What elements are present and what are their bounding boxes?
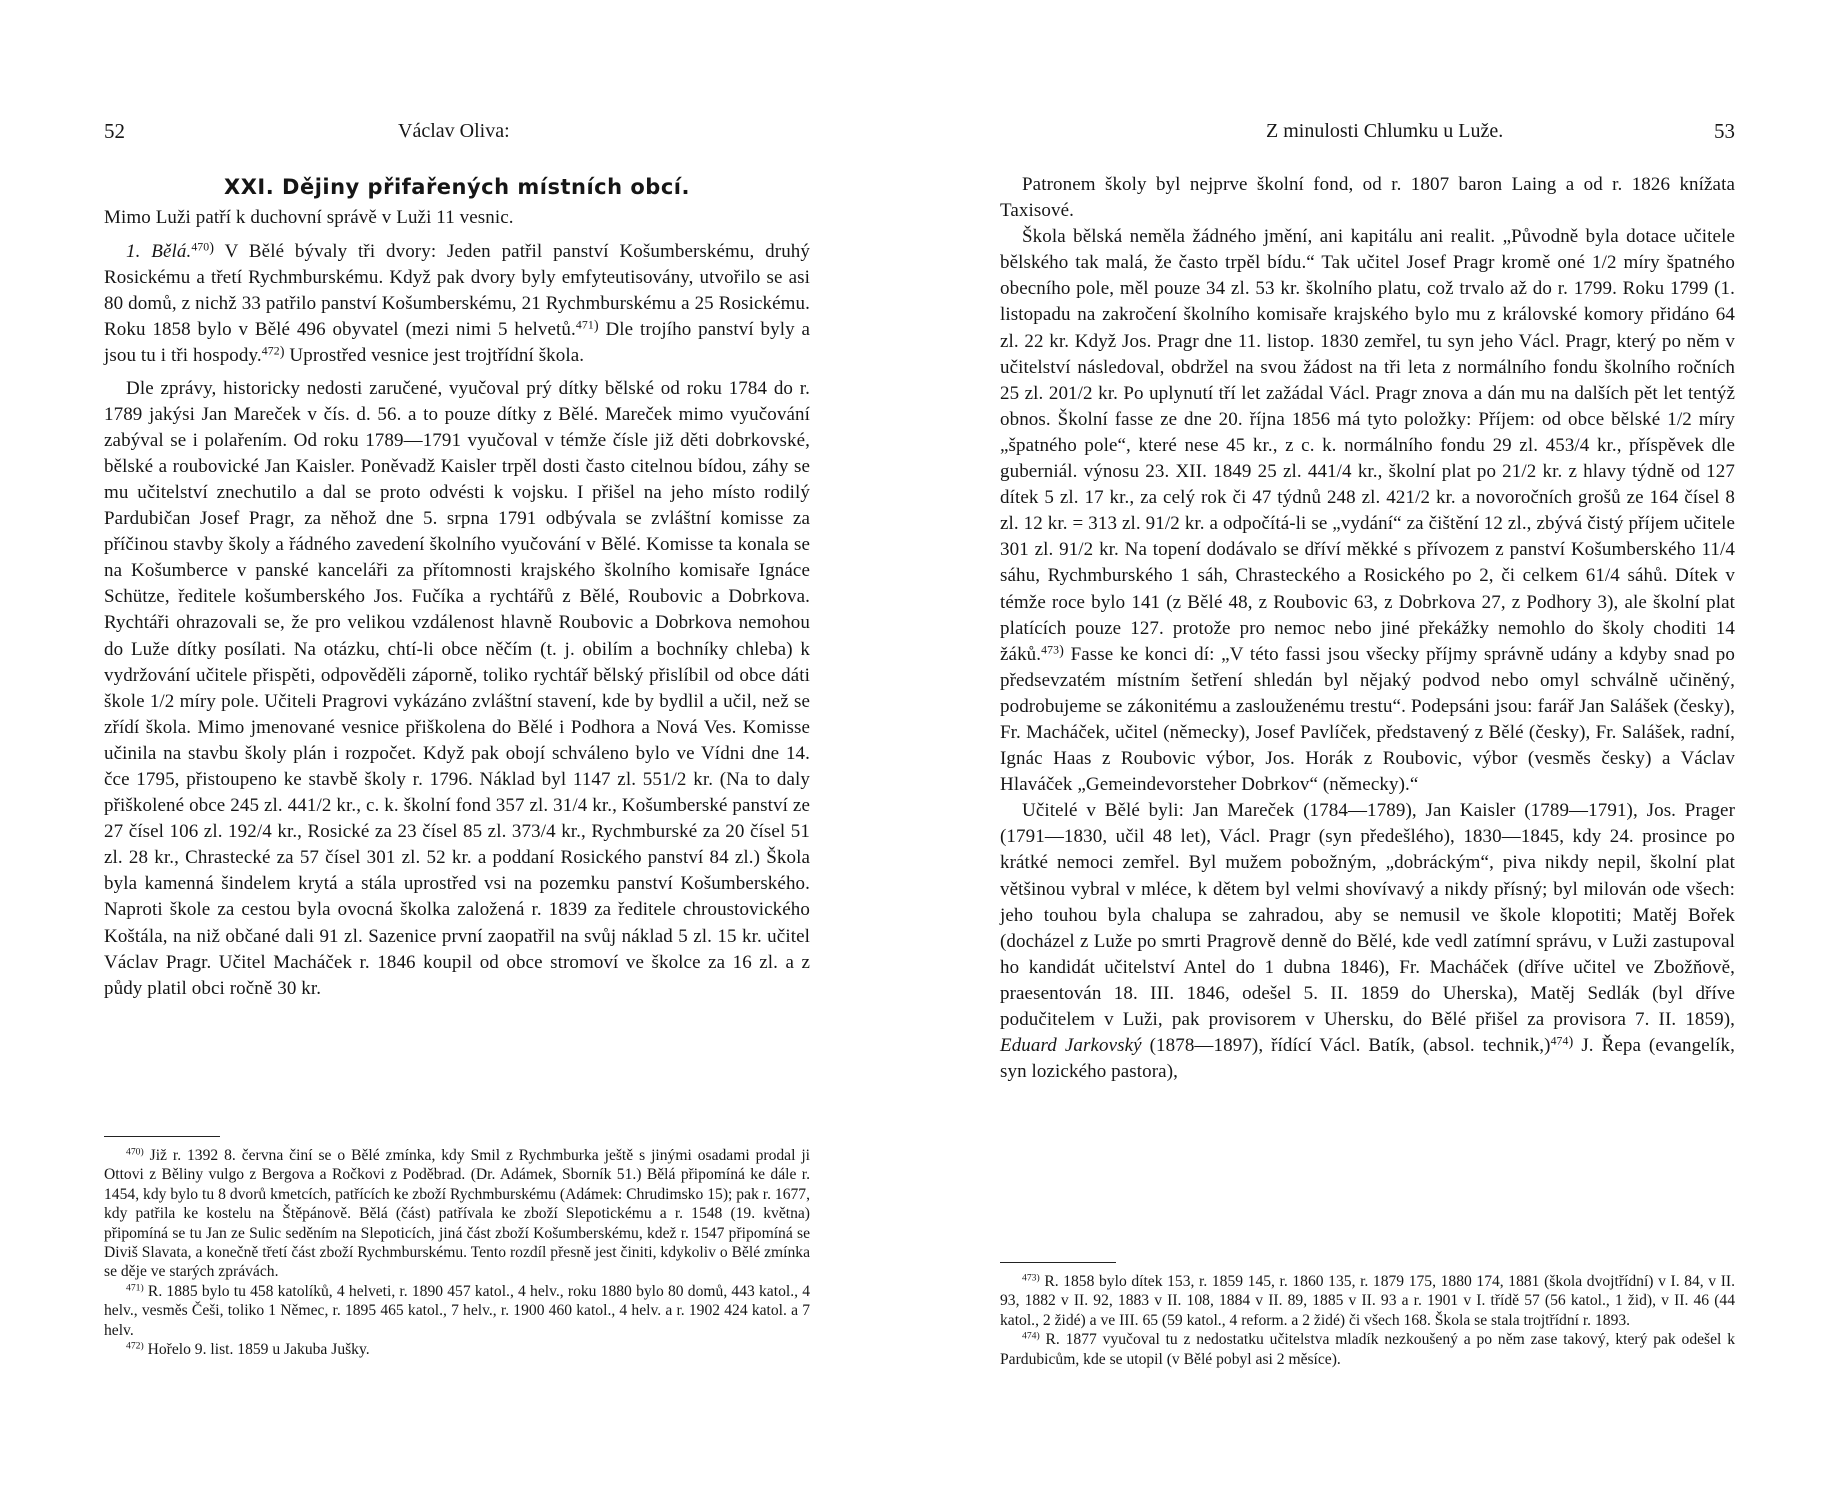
paragraph: Patronem školy byl nejprve školní fond, od r. 1807 baron Laing a od r. 1826 knížata Taxisové. (1000, 174, 1735, 222)
fraction: 1/2 (1591, 252, 1617, 274)
footnote-rule (104, 1136, 220, 1137)
footnote-ref: 471 (575, 318, 594, 332)
paragraph: Učitelé v Bělé byli: Jan Mareček (1784—1789), Jan Kaisler (1789—1791), Jos. Prager (1791—1830, učil 48 let), Václ. Pragr (syn předešlého), 1830—1845, kdy 24. prosince po krátké nemoci zemřel. Byl mužem pobožným, „dobráckým“, piva nikdy nepil, školní plat většinou vybral v mléce, k dětem byl velmi shovívavý a nikdy přísný; byl milován ode všech: jeho touhou byla chalupa se zahradou, aby se nemusil ve škole klopotiti; Matěj Bořek (docházel z Luže po smrti Pragrově denně do Bělé, kde vedl zatímní správu, v Luži zastupoval ho kandidát učitelství Antel do 1 dubna 1846), Fr. Macháček (dříve učitel ve Zbožňově, praesentován 18. III. 1846, odešel 5. II. 1859 do Uherska), Matěj Sedlák (byl dříve podučitelem v Luži, pak provisorem v Uhersku, do Bělé přišel za provisora 7. II. 1859), Eduard Jarkovský (1878—1897), řídící Václ. Batík, (absol. technik,)$^{474)}$ J. Řepa (evangelík, syn lozického pastora), (1000, 800, 1735, 1083)
footnotes (104, 1146, 810, 1359)
footnote: $^{471)}$ R. 1885 bylo tu 458 katolíků, 4 helveti, r. 1890 457 katol., 4 helv., roku 1880 bylo 80 domů, 443 katol., 4 helv., vesměs Češi, toliko 1 Němec, r. 1895 465 katol., 7 helv., r. 1900 460 katol., 4 helv. a r. 1902 424 katol. a 7 helv. (104, 1282, 810, 1339)
footnote-ref: 472 (261, 345, 280, 358)
footnote-rule (1000, 1262, 1116, 1263)
running-header (104, 116, 810, 146)
page-body (104, 172, 810, 1002)
fraction: 1/4 (1327, 461, 1352, 483)
footnote-ref: 473 (1041, 643, 1060, 657)
fraction: 3/4 (1564, 434, 1590, 456)
fraction: 1/4 (562, 795, 588, 817)
intro-line: Mimo Luži patří k duchovní správě v Luži 11 vesnic. (104, 207, 514, 228)
fraction: 1/2 (306, 795, 332, 817)
paragraph: Dle zprávy, historicky nedosti zaručené, vyučoval prý dítky bělské od roku 1784 do r. 1789 jakýsi Jan Mareček v čís. d. 56. a to pouze dítky z Bělé. Mareček mimo vyučování zabýval se i polařením. Od roku 1789—1791 vyučoval v témže čísle již děti dobrkovské, bělské a roubovické Jan Kaisler. Poněvadž Kaisler trpěl dosti často citelnou bídou, záhy se mu učitelství znechutilo a dal se proto odvésti k vojsku. I přišel na jeho místo rodilý Pardubičan Josef Pragr, za něhož dne 5. srpna 1791 odbývala se zvláštní komisse za příčinou stavby školy a řádného zavedení školního vyučování v Bělé. Komisse ta konala se na Košumberce v panské kanceláři za přítomnosti krajského školního komisaře Ignáce Schütze, ředitele košumberského Jos. Fučíka a rychtářů z Bělé, Roubovic a Dobrkova. Rychtáři ohrazovali se, že pro velikou vzdálenost hlavně Roubovic a Dobrkova nemohou do Luže dítky posílati. Na otázku, chtí-li obce něčím (t. j. obilím a bochníky chleba) k vydržování učitele přispěti, odpověděli záporně, toliko rychtář bělský přislíbil od obce dáti škole 1/2 míry pole. Učiteli Pragrovi vykázáno zvláštní stavení, kde by bydlil a učil, než se zřídí škola. Mimo jmenované vesnice přiškolena do Bělé i Podhora a Nová Ves. Komisse učinila na stavbu školy plán i rozpočet. Když pak obojí schváleno bylo ve Vídni dne 14. čce 1795, přistoupeno ke stavbě školy r. 1796. Náklad byl 1147 zl. 551/2 kr. (Na to daly přiškolené obce 245 zl. 441/2 kr., c. k. školní fond 357 zl. 31/4 kr., Košumberské panství ze 27 čísel 106 zl. 192/4 kr., Rosické za 23 čísel 85 zl. 373/4 kr., Rychmburské za 20 čísel 51 zl. 28 kr., Chrastecké za 57 čísel 301 zl. 52 kr. a poddaní Rosického panství 84 zl.) Škola byla kamenná šindelem krytá a stála uprostřed vsi na pozemku panství Košumberského. Naproti škole za cestou byla ovocná školka založená r. 1839 za ředitele chroustovického Koštála, na niž občané dali 91 zl. Sazenice první zaopatřil na svůj náklad 5 zl. 15 kr. učitel Václav Pragr. Učitel Macháček r. 1846 koupil od obce stromoví ve školce za 16 zl. a z půdy platil obci ročně 30 kr. (104, 377, 810, 999)
fraction: 1/2 (1068, 382, 1093, 404)
footnote-ref: 474 (1550, 1034, 1569, 1048)
footnote: $^{472)}$ Hořelo 9. list. 1859 u Jakuba Jušky. (126, 1340, 370, 1359)
page-body (1000, 172, 1735, 1085)
page-number: 53 (1714, 119, 1735, 143)
fraction: 1/2 (1511, 461, 1537, 483)
paragraph: Škola bělská neměla žádného jmění, ani kapitálu ani realit. „Původně byla dotace učitele bělského tak malá, že často trpěl bídu.“ Tak učitel Josef Pragr kromě oné 1/2 míry špatného obecního pole, měl pouze 34 zl. 53 kr. školního platu, což trvalo až do r. 1799. Roku 1799 (1. listopadu na zakročení školního komisaře krajského bylo mu z královské komory přidáno 64 zl. 22 kr. Když Jos. Pragr dne 11. listop. 1830 zemřel, tu syn jeho Václ. Pragr, který po něm v učitelství následoval, obdržel na svou žádost na tři leta z normálního fondu školního ročních 25 zl. 201/2 kr. Po uplynutí tří let zažádal Václ. Pragr znova a dán mu na dalších pět let tentýž obnos. Školní fasse ze dne 20. října 1856 má tyto položky: Příjem: od obce bělské 1/2 míry „špatného pole“, které nese 45 kr., z c. k. normálního fondu 29 zl. 453/4 kr., příspěvek dle guberniál. výnosu 23. XII. 1849 25 zl. 441/4 kr., školní plat po 21/2 kr. z hlavy týdně od 127 dítek 5 zl. 17 kr., za celý rok či 47 týdnů 248 zl. 421/2 kr. a novoročních grošů ze 164 čísel 8 zl. 12 kr. = 313 zl. 91/2 kr. a odpočítá-li se „vydání“ za čištění 12 zl., zbývá čistý příjem učitele 301 zl. 91/2 kr. Na topení dodávalo se dříví měkké s přívozem z panství Košumberského 11/4 sáhu, Rychmburského 1 sáh, Chrasteckého a Rosického po 2, či celkem 61/4 sáhů. Dítek v témže roce bylo 141 (z Bělé 48, z Roubovic 63, z Dobrkova 27, z Podhory 3), ale školní plat platících pouze 127. protože pro nemoc nebo jiné překážky nemohlo do školy choditi 14 žáků.$^{473)}$ Fasse ke konci dí: „V této fassi jsou všecky příjmy správně udány a kdyby snad po předsevzatém místním šetření shledán byl nějaký podvod nebo omyl schválně učiněný, podrobujeme se zákonitému a zaslouženému trestu“. Podepsáni jsou: farář Jan Salášek (česky), Fr. Macháček, učitel (německy), Josef Pavlíček, představený z Bělé (česky), Fr. Salášek, radní, Ignác Haas z Roubovic výbor, Jos. Horák z Roubovic, výbor (vesměs česky) a Václav Hlaváček „Gemeindevorsteher Dobrkov“ (německy).“ (1000, 226, 1736, 796)
chapter-title: XXI. Dějiny přifařených místních obcí. (224, 175, 690, 199)
footnote: $^{473)}$ R. 1858 bylo dítek 153, r. 1859 145, r. 1860 135, r. 1879 175, 1880 174, 1881 (škola dvojtřídní) v I. 84, v II. 93, 1882 v II. 92, 1883 v II. 108, 1884 v II. 89, 1885 v II. 93 a r. 1901 v I. třídě 57 (56 katol., 1 žid), v II. 46 (44 katol., 2 židé) a ve III. 65 (59 katol., 4 reform. a 2 židé) či všech 168. Škola se stala trojtřídní r. 1893. (1000, 1272, 1735, 1329)
running-title: Václav Oliva: (398, 120, 510, 142)
footnote: $^{470)}$ Již r. 1392 8. června činí se o Bělé zmínka, kdy Smil z Rychmburka ještě s jinými osadami prodal ji Ottovi z Běliny vulgo z Bergova a Ročkovi z Poděbrad. (Dr. Adámek, Sborník 51.) Bělá připomíná ke dále r. 1454, kdy bylo tu 8 dvorů kmetcích, patřících ke zboží Rychmburskému (Adámek: Chrudimsko 15); pak r. 1677, kdy patřila ke kostelu na Štěpánově. Bělá (část) patřívala ke zboží Slepotickému a r. 1548 (19. května) připomíná se tu Jan ze Sulic seděním na Slepoticích, jiná část zboží Košumberskému, kdež r. 1547 připomíná se Diviš Slavata, a konečně třetí část zboží Rychmburskému. Tento rozdíl přesně jest činiti, kdykoliv o Bělé zmínka se děje ve starých zprávách. (104, 1146, 810, 1281)
right-page (1000, 0, 1735, 1500)
fraction: 1/2 (1155, 513, 1180, 535)
fraction: 1/4 (1710, 539, 1735, 561)
fraction: 1/2 (149, 690, 175, 712)
left-page (104, 0, 810, 1500)
fraction: 3/4 (531, 821, 556, 843)
italic-name: Eduard Jarkovský (1000, 1035, 1142, 1057)
place-name: 1. Bělá. (126, 241, 192, 263)
footnote-ref: 470 (191, 240, 210, 254)
fraction: 1/2 (661, 768, 687, 790)
paragraph: 1. Bělá.$^{470)}$ V Bělé bývaly tři dvory: Jeden patřil panství Košumberskému, druhý Rosickému a třetí Rychmburskému. Když pak dvory byly emfyteutisovány, utvořilo se asi 80 domů, z nichž 33 patřilo panství Košumberskému, 21 Rychmburskému a 25 Rosickému. Roku 1858 bylo v Bělé 496 obyvatel (mezi nimi 5 helvetů.$^{471)}$ Dle trojího panství byly a jsou tu i tři hospody.$^{472)}$ Uprostřed vesnice jest trojtřídní škola. (104, 240, 811, 367)
page-number: 52 (104, 119, 125, 143)
fraction: 1/2 (1068, 539, 1094, 561)
footnote: $^{474)}$ R. 1877 vyučoval tu z nedostatku učitelstva mladík nezkoušený a po něm zase takový, který pak odešel k Pardubicům, kde se utopil (v Bělé pobyl asi 2 měsíce). (1000, 1330, 1735, 1368)
running-title: Z minulosti Chlumku u Luže. (1266, 120, 1504, 142)
footnotes (1000, 1272, 1735, 1369)
fraction: 1/2 (1667, 408, 1692, 430)
fraction: 2/4 (247, 821, 272, 843)
running-header (1000, 116, 1735, 146)
fraction: 1/4 (1595, 565, 1620, 587)
fraction: 1/2 (1405, 487, 1431, 509)
